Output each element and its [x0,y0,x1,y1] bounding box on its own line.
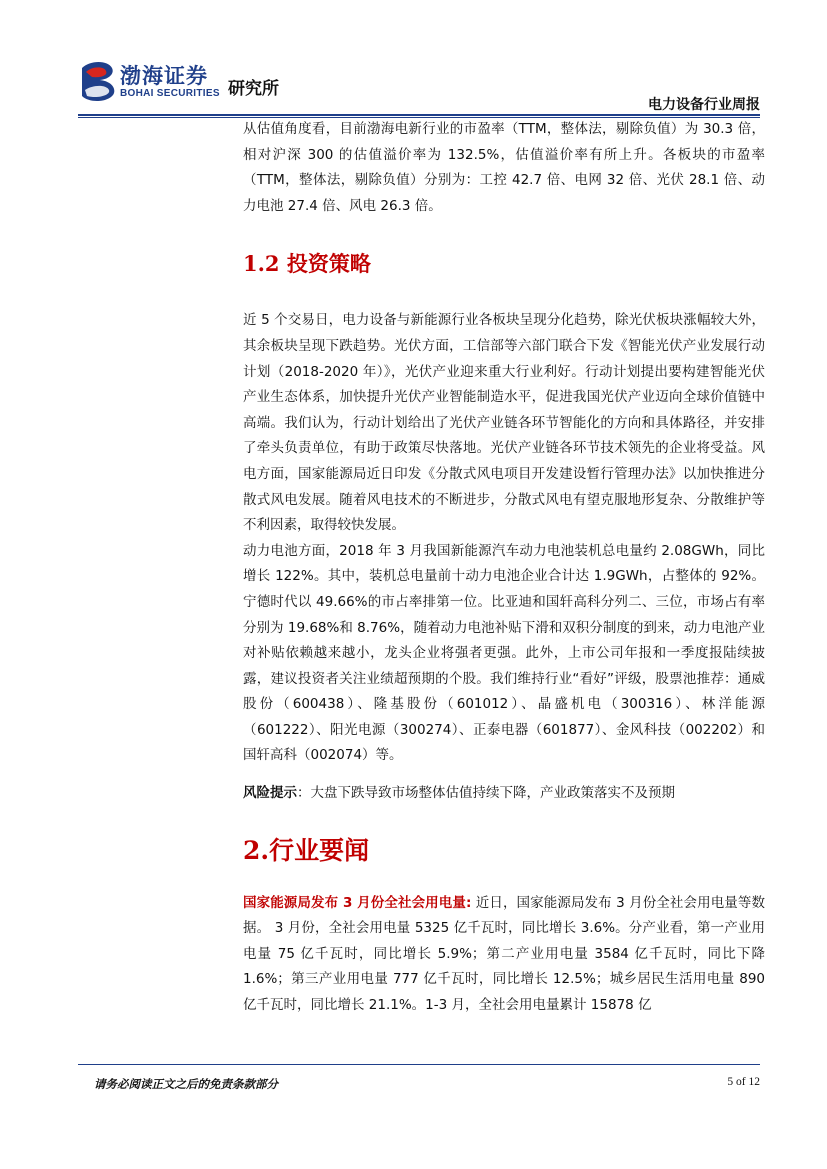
section-heading-industry-news: 2.行业要闻 [243,835,370,865]
page-number: 5 of 12 [727,1076,760,1088]
news-text: 近日，国家能源局发布 3 月份全社会用电量等数据。 3 月份，全社会用电量 5325 亿千瓦时，同比增长 3.6%。分产业看，第一产业用电量 75 亿千瓦时，同比增长 5.9%；第二产业用电量 3584 亿千瓦时，同比下降 1.6%；第三产业用电量 777 亿千瓦时，同比增长 12.5%；城乡居民生活用电量 890 亿千瓦时，同比增长 21.1%。1-3 月，全社会用电量累计 15878 亿 [243,894,765,1014]
strategy-paragraph-2 [243,539,765,769]
risk-warning-text: ：大盘下跌导致市场整体估值持续下降，产业政策落实不及预期 [297,785,675,802]
logo-chinese-name: 渤海证券 [120,63,208,88]
page-footer [0,1060,827,1100]
risk-warning [243,781,765,807]
footer-divider [78,1064,760,1065]
bohai-logo-icon [78,60,118,102]
report-body [243,117,765,1019]
news-paragraph [243,891,765,1019]
institute-label: 研究所 [228,79,279,99]
header-divider [78,114,760,116]
footer-disclaimer: 请务必阅读正文之后的免责条款部分 [94,1077,278,1091]
logo-english-name: BOHAI SECURITIES [120,88,220,99]
bohai-logo [78,58,218,104]
section-heading-investment-strategy: 1.2 投资策略 [243,251,371,277]
strategy-paragraph-1 [243,308,765,538]
news-headline: 国家能源局发布 3 月份全社会用电量: [243,894,472,911]
report-type: 电力设备行业周报 [648,97,760,113]
valuation-paragraph: 从估值角度看，目前渤海电新行业的市盈率（TTM，整体法，剔除负值）为 30.3 倍，相对沪深 300 的估值溢价率为 132.5%，估值溢价率有所上升。各板块的市盈率（TTM，整体法，剔除负值）分别为：工控 42.7 倍、电网 32 倍、光伏 28.1 倍、动力电池 27.4 倍、风电 26.3 倍。 [243,121,765,214]
risk-warning-label: 风险提示 [243,785,297,802]
strategy-paragraph-2-text: 动力电池方面，2018 年 3 月我国新能源汽车动力电池装机总电量约 2.08GWh，同比增长 122%。其中，装机总电量前十动力电池企业合计达 1.9GWh，占整体的 92%。宁德时代以 49.66%的市占率排第一位。比亚迪和国轩高科分列二、三位，市场占有率分别为 19.68%和 8.76%，随着动力电池补贴下滑和双积分制度的到来，动力电池产业对补贴依赖越来越小，龙头企业将强者更强。此外，上市公司年报和一季度报陆续披露，建议投资者关注业绩超预期的个股。我们维持行业“看好”评级，股票池推荐：通威股份（600438）、隆基股份（601012）、晶盛机电（300316）、林洋能源（601222）、阳光电源（300274）、正泰电器（601877）、金风科技（002202）和国轩高科（002074）等。 [243,542,765,764]
page-header [0,0,827,118]
strategy-paragraph-1-text: 近 5 个交易日，电力设备与新能源行业各板块呈现分化趋势，除光伏板块涨幅较大外，其余板块呈现下跌趋势。光伏方面，工信部等六部门联合下发《智能光伏产业发展行动计划（2018-2020 年）》，光伏产业迎来重大行业利好。行动计划提出要构建智能光伏产业生态体系，加快提升光伏产业智能制造水平，促进我国光伏产业迈向全球价值链中高端。我们认为，行动计划给出了光伏产业链各环节智能化的方向和具体路径，并安排了牵头负责单位，有助于政策尽快落地。光伏产业链各环节技术领先的企业将受益。风电方面，国家能源局近日印发《分散式风电项目开发建设暂行管理办法》以加快推进分散式风电发展。随着风电技术的不断进步，分散式风电有望克服地形复杂、分散维护等不利因素，取得较快发展。 [243,312,765,534]
